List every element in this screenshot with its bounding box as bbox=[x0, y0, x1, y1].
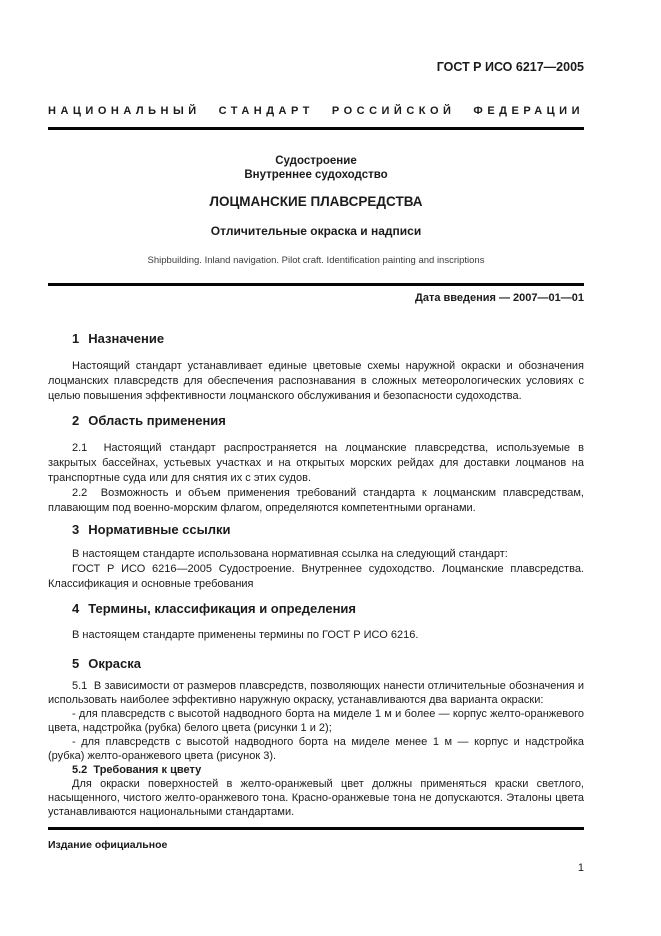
paragraph: ГОСТ Р ИСО 6216—2005 Судостроение. Внутреннее судоходство. Лоцманские плавсредства. Классификация и основные требования bbox=[48, 563, 584, 590]
paragraph: 5.1 В зависимости от размеров плавсредств, позволяющих нанести отличительные обозначения и использовать наиболее эффективно наружную окраску, устанавливаются два варианта окраски: bbox=[48, 680, 584, 706]
subject-subarea: Внутреннее судоходство bbox=[244, 169, 388, 181]
title-block bbox=[48, 154, 584, 267]
section-2-heading bbox=[48, 413, 584, 428]
edition-note: Издание официальное bbox=[48, 839, 168, 851]
standard-designation: НАЦИОНАЛЬНЫЙ СТАНДАРТ РОССИЙСКОЙ ФЕДЕРАЦИИ bbox=[48, 105, 584, 117]
section-5 bbox=[48, 656, 584, 819]
list-item: - для плавсредств с высотой надводного борта на миделе менее 1 м — корпус и надстройка (рубка) желто-оранжевого цвета (рисунок 3). bbox=[48, 736, 584, 762]
document-title-en: Shipbuilding. Inland navigation. Pilot craft. Identification painting and inscriptions bbox=[147, 255, 485, 266]
paragraph: В настоящем стандарте использована нормативная ссылка на следующий стандарт: bbox=[72, 548, 508, 560]
section-title: Область применения bbox=[88, 413, 226, 428]
section-1 bbox=[48, 331, 584, 404]
effective-date: Дата введения — 2007—01—01 bbox=[415, 292, 584, 304]
section-2 bbox=[48, 413, 584, 516]
section-5-heading bbox=[48, 656, 584, 671]
section-number: 2 bbox=[72, 413, 80, 428]
section-title: Назначение bbox=[88, 331, 165, 346]
paragraph: В настоящем стандарте применены термины по ГОСТ Р ИСО 6216. bbox=[72, 629, 419, 641]
section-4-heading bbox=[48, 601, 584, 616]
title-rule bbox=[48, 283, 584, 286]
section-title: Термины, классификация и определения bbox=[88, 601, 356, 616]
subsection-heading: 5.2 Требования к цвету bbox=[72, 764, 202, 776]
paragraph: 2.2 Возможность и объем применения требований стандарта к лоцманским плавсредствам, плавающим под военно-морским флагом, определяются компетентными органами. bbox=[48, 487, 584, 514]
page-number: 1 bbox=[577, 862, 584, 874]
section-1-heading bbox=[48, 331, 584, 346]
section-3 bbox=[48, 522, 584, 592]
section-4 bbox=[48, 601, 584, 643]
section-title: Окраска bbox=[88, 656, 141, 671]
subject-area: Судостроение bbox=[275, 155, 357, 167]
section-number: 1 bbox=[72, 331, 80, 346]
document-subtitle: Отличительные окраска и надписи bbox=[210, 224, 422, 238]
paragraph: 2.1 Настоящий стандарт распространяется на лоцманские плавсредства, используемые в закрытых бассейнах, устьевых участках и на открытых морских рейдах для доставки лоцманов на транспортные суда или для снятия их с этих судов. bbox=[48, 442, 584, 484]
footer-rule bbox=[48, 827, 584, 830]
section-3-heading bbox=[48, 522, 584, 537]
section-number: 5 bbox=[72, 656, 80, 671]
section-number: 3 bbox=[72, 522, 80, 537]
section-number: 4 bbox=[72, 601, 80, 616]
doc-number: ГОСТ Р ИСО 6217—2005 bbox=[436, 60, 584, 74]
document-title: ЛОЦМАНСКИЕ ПЛАВСРЕДСТВА bbox=[209, 194, 423, 209]
list-item: - для плавсредств с высотой надводного борта на миделе 1 м и более — корпус желто-оранжевого цвета, надстройка (рубка) белого цвета (рисунки 1 и 2); bbox=[48, 708, 584, 734]
header-rule bbox=[48, 127, 584, 130]
paragraph: Для окраски поверхностей в желто-оранжевый цвет должны применяться краски светлого, насыщенного, чистого желто-оранжевого тона. Красно-оранжевые тона не допускаются. Эталоны цвета устанавливаются национальными стандартами. bbox=[48, 778, 584, 818]
paragraph: Настоящий стандарт устанавливает единые цветовые схемы наружной окраски и обозначения лоцманских плавсредств для обеспечения распознавания в сложных метеорологических условиях с целью повышения эффективности лоцманского обслуживания и безопасности судоходства. bbox=[48, 360, 584, 402]
section-title: Нормативные ссылки bbox=[88, 522, 231, 537]
